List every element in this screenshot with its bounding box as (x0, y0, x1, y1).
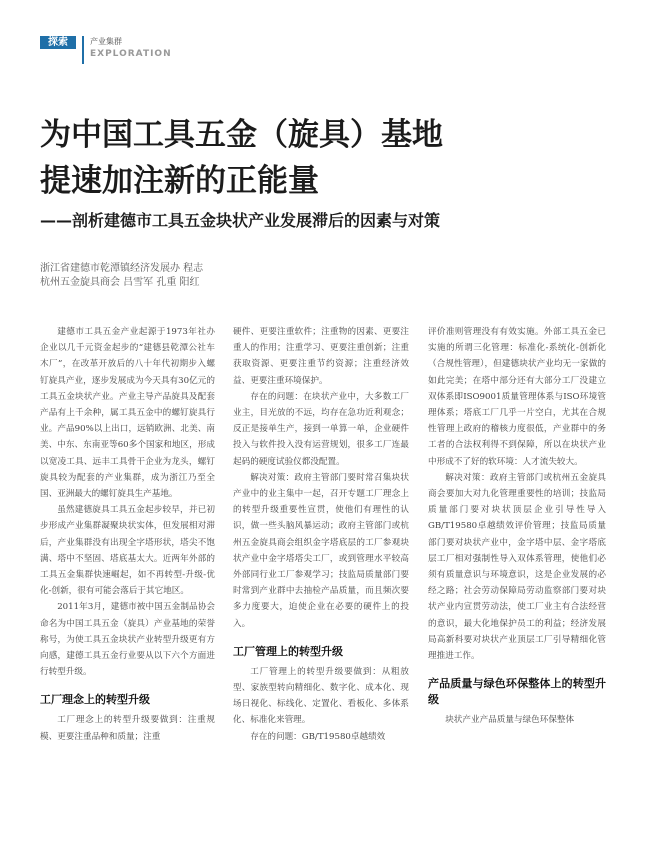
paragraph: 工厂管理上的转型升级要做到：从粗放型、家族型转向精细化、数字化、成本化、现场日视化、标线化、定置化、看板化、多体系化、标准化来管理。 (233, 666, 409, 726)
paragraph: 块状产业产品质量与绿色环保整体 (445, 715, 575, 726)
paragraph: 硬件、更要注重软件；注重物的因素、更要注重人的作用；注重学习、更要注重创新；注重获取资源、更要注重节约资源；注重经济效益、更要注重环境保护。 (233, 327, 409, 386)
paragraph: 存在的问题：在块状产业中，大多数工厂业主，目光放的不远，均存在急功近利观念；反正是接单生产，接到一单算一单，企业硬件投入与软件投入没有运营规划，很多工厂连最起码的硬度试验仪都没配置。 (233, 391, 409, 467)
article-title (40, 112, 443, 204)
title-line-1: 为中国工具五金（旋具）基地 (40, 117, 443, 153)
title-line-2: 提速加注新的正能量 (40, 163, 319, 199)
body-column-2 (233, 324, 409, 745)
paragraph: 虽然建德旋具工具五金起步较早，并已初步形成产业集群凝聚块状实体，但发展相对滞后，产业集群没有出现全字塔形状，塔尖不饱满、塔中不坚固、塔底基太大。近两年外部的工具五金集群快速崛起，如不再转型-升级-优化-创新，很有可能会落后于其它地区。 (40, 505, 215, 597)
article-subtitle: ——剖析建德市工具五金块状产业发展滞后的因素与对策 (40, 211, 441, 230)
paragraph: 存在的问题：GB/T19580卓越绩效 (250, 731, 386, 742)
paragraph: 解决对策：政府主管部门要时常召集块状产业中的业主集中一起，召开专题工厂理念上的转型升级重要性宣贯，使他们有理性的认识，做一些头脑风暴运动；政府主管部门或杭州五金旋具商会组织金字塔底层的工厂参观块状产业中金字塔塔尖工厂，或到管理水平较高外部同行业工厂参观学习；技监局质量部门要时常到产业群中去抽检产品质量，而且频次要多力度要大，迫使企业在必要的硬件上的投入。 (233, 472, 409, 629)
paragraph: 建德市工具五金产业起源于1973年社办企业以几千元资金起步的“建德县乾潭公社车木厂”，在改革开放后的八十年代初期步入螺钉旋具产业，逐步发展成为今天具有30亿元的工具五金块状产业。产业主导产品旋具及配套产品有上千余种，属工具五金中的螺钉旋具行业。产品90%以上出口，远销欧洲、北美、南美、中东、东南亚等60多个国家和地区，形成以宽凌工具、远丰工具骨干企业为龙头，螺钉旋具较为配套的产业集群，成为浙江乃至全国、亚洲最大的螺钉旋具生产基地。 (40, 327, 215, 500)
body-column-3 (428, 324, 606, 728)
paragraph: 2011年3月，建德市被中国五金制品协会命名为中国工具五金（旋具）产业基地的荣誉称号，为使工具五金块状产业转型升级更有方向感，建德工具五金行业要从以下六个方面进行转型升级。 (40, 602, 215, 678)
author-line-1: 浙江省建德市乾潭镇经济发展办 程志 (40, 263, 204, 274)
section-label: EXPLORATION (90, 49, 172, 59)
author-line-2: 杭州五金旋具商会 吕雪军 孔重 阳红 (40, 277, 200, 288)
paragraph: 工厂理念上的转型升级要做到：注重规模、更要注重品种和质量；注重 (40, 715, 215, 742)
section-heading: 工厂管理上的转型升级 (233, 644, 343, 658)
category-label: 产业集群 (90, 37, 122, 46)
section-tag: 探索 (40, 36, 76, 49)
section-heading: 工厂理念上的转型升级 (40, 693, 150, 707)
author-block (40, 262, 203, 290)
body-column-1 (40, 324, 215, 745)
section-heading: 产品质量与绿色环保整体上的转型升级 (428, 677, 606, 707)
header-divider (82, 36, 84, 64)
paragraph: 评价准则管理没有有效实施。外部工具五金已实施的所谓三化管理：标准化-系统化-创新化（合规性管理），但建德块状产业均无一家做的如此完美；在塔中部分还有大部分工厂没建立双体系即ISO9001质量管理体系与ISO环境管理体系；塔底工厂几乎一片空白，尤其在合规性管理上政府的稽核力度很低，产业群中的务工者的合法权利得不到保障，所以在块状产业中形成不了好的软环境：人才流失较大。 (428, 327, 606, 467)
paragraph: 解决对策：政府主管部门或杭州五金旋具商会要加大对九化管理重要性的培训；技监局质量部门要对块状顶层企业引导性导入GB/T19580卓越绩效评价管理；技监局质量部门要对块状产业中，金字塔中层、金字塔底层工厂相对强制性导入双体系管理，使他们必须有质量意识与环境意识，这是企业发展的必经之路；社会劳动保障局劳动监察部门要对块状产业内宣贯劳动法，使工厂业主有合法经营的意识，最大化地保护员工的利益；经济发展局高新科要对块状产业顶层工厂引导精细化管理推进工作。 (428, 472, 606, 662)
